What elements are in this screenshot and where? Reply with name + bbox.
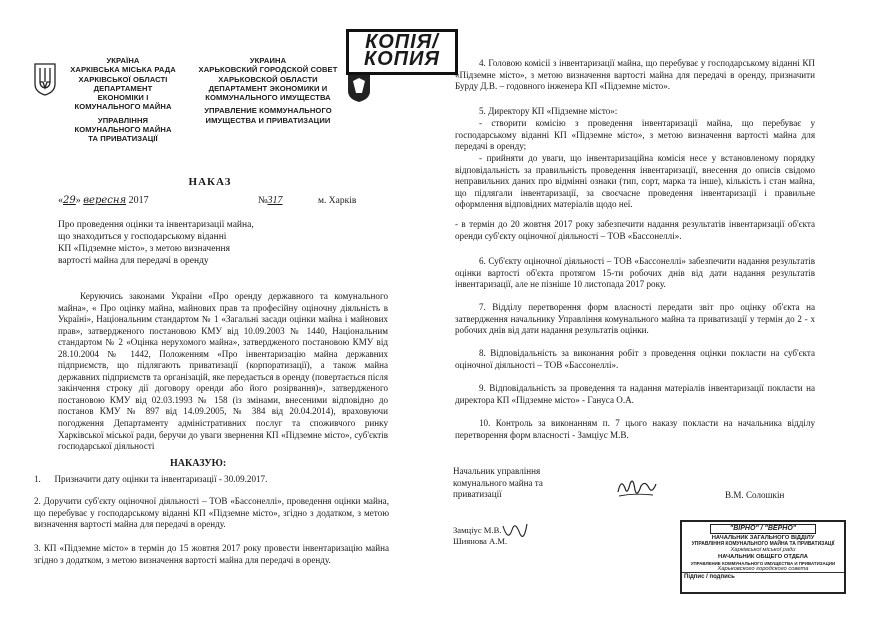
subject-line: Про проведення оцінки та інвентаризації майна, bbox=[58, 220, 254, 230]
signatory-position bbox=[453, 466, 603, 501]
header-ua bbox=[58, 56, 188, 143]
order-item-5a: - створити комісію з проведення інвентаризації майна, що перебуває у господарському віданні КП «Підземне місто», з метою визначення вартості майна для передачі в оренду; bbox=[455, 118, 815, 152]
position-line: Начальник управління bbox=[453, 466, 541, 476]
copy-stamp-line2: КОПИЯ bbox=[364, 48, 440, 70]
header-ua-line: ЕКОНОМІКИ І bbox=[97, 93, 149, 102]
header-ru-line: ИМУЩЕСТВА И ПРИВАТИЗАЦИИ bbox=[205, 115, 331, 125]
date-month: вересня bbox=[83, 195, 127, 206]
header-ru-line: ДЕПАРТАМЕНТ ЭКОНОМИКИ И bbox=[208, 83, 328, 93]
approval-scribble bbox=[500, 516, 530, 544]
date-close-quote: » bbox=[75, 195, 81, 206]
certify-line: УПРАВЛІННЯ КОМУНАЛЬНОГО МАЙНА ТА ПРИВАТИЗАЦІЇ bbox=[691, 540, 835, 547]
order-title: НАКАЗ bbox=[188, 176, 232, 188]
order-item-1: 1. Призначити дату оцінки та інвентаризації - 30.09.2017. bbox=[34, 474, 268, 484]
signatory-name: В.М. Солошкін bbox=[725, 490, 785, 500]
nakazuyu-heading: НАКАЗУЮ: bbox=[170, 458, 227, 469]
city-emblem-icon bbox=[346, 73, 372, 103]
coat-of-arms-icon bbox=[33, 62, 57, 96]
subject-line: вартості майна для передачі в оренду bbox=[58, 256, 209, 267]
certify-line: НАЧАЛЬНИК ОБЩЕГО ОТДЕЛА bbox=[718, 554, 808, 561]
date-open-quote: « bbox=[58, 195, 63, 206]
subject-line: КП «Підземне місто», з метою визначення bbox=[58, 244, 230, 255]
certify-stamp bbox=[680, 520, 846, 594]
number-prefix: № bbox=[258, 195, 268, 206]
order-item-7: 7. Відділу перетворення форм власності передати звіт про оцінку об'єкта на затвердження начальнику Управління комунального майна та приватизації у термін до 2 - х робочих днів від дати надання результатів оцінки. bbox=[455, 302, 815, 336]
header-ru-line: ХАРЬКОВСКИЙ ГОРОДСКОЙ СОВЕТ bbox=[198, 65, 338, 75]
order-item-10: 10. Контроль за виконанням п. 7 цього наказу покласти на начальника відділу перетворення форм власності - Замціус М.В. bbox=[455, 418, 815, 440]
order-item-5b: - прийняти до уваги, що інвентаризаційна комісія несе у встановленому порядку відповідальність за правильність проведення інвентаризації, внесення до описів свідомо неправильних даних про відмінні ознаки (тип, сорт, марка та інше), кількість і стан майна, що підлягали інвентаризації, за своєчасне проведення інвентаризації і правильне оформлення відповідних матеріалів щодо неї. bbox=[455, 153, 815, 210]
header-ua-line: ХАРКІВСЬКА МІСЬКА РАДА bbox=[70, 65, 176, 75]
order-item-9: 9. Відповідальність за проведення та надання матеріалів інвентаризації покласти на директора КП «Підземне місто» - Гануса О.А. bbox=[455, 383, 815, 405]
header-ru-line: УПРАВЛЕНИЕ КОММУНАЛЬНОГО bbox=[204, 106, 332, 116]
position-line: приватизації bbox=[453, 489, 502, 500]
certify-line: Харківської міської ради bbox=[730, 547, 796, 554]
order-item-5-head: 5. Директору КП «Підземне місто»: bbox=[479, 106, 618, 116]
header-ua-line: УПРАВЛІННЯ bbox=[97, 115, 149, 125]
certify-sign-label: Підпис / подпись bbox=[684, 574, 735, 581]
position-line: комунального майна та bbox=[453, 477, 543, 488]
copy-stamp bbox=[346, 29, 458, 75]
order-item-2: 2. Доручити суб'єкту оціночної діяльності – ТОВ «Бассонеллі», проведення оцінки майна, що перебуває у господарському віданні КП «Підземне місто», згідно з додатком, з метою визначення вартості майна для передачі в оренду. bbox=[34, 496, 389, 530]
header-ru-line: ХАРЬКОВСКОЙ ОБЛАСТИ bbox=[218, 74, 318, 84]
header-ru-line: УКРАИНА bbox=[249, 56, 287, 65]
number-value: 317 bbox=[267, 195, 283, 206]
date-year: 2017 bbox=[128, 195, 149, 206]
executor-line: Шиянова А.М. bbox=[453, 536, 508, 547]
copy-stamp-line1: КОПІЯ/ bbox=[365, 31, 439, 53]
header-ua-line: КОМУНАЛЬНОГО МАЙНА bbox=[74, 124, 172, 134]
order-item-4: 4. Головою комісії з інвентаризації майна, що перебуває у господарському віданні КП «Підземне місто», з метою визначення вартості майна для передачі в оренду, призначити Бурду Д.В. – годовного інженера КП «Підземне місто». bbox=[455, 58, 815, 92]
handwritten-signature bbox=[615, 474, 659, 500]
order-item-8: 8. Відповідальність за виконання робіт з проведення оцінки покласти на суб'єкта оціночної діяльності – ТОВ «Бассонеллі». bbox=[455, 348, 815, 370]
order-city: м. Харків bbox=[318, 196, 357, 206]
certify-line: НАЧАЛЬНИК ЗАГАЛЬНОГО ВІДДІЛУ bbox=[711, 535, 815, 542]
header-ru-line: КОММУНАЛЬНОГО ИМУЩЕСТВА bbox=[205, 93, 331, 102]
header-ua-line: ТА ПРИВАТИЗАЦІЇ bbox=[88, 134, 158, 143]
order-number bbox=[258, 195, 298, 207]
date-day: 29 bbox=[63, 195, 76, 206]
order-item-6: 6. Суб'єкту оціночної діяльності – ТОВ «Бассонеллі» забезпечити надання результатів оцінки вартості об'єкта протягом 15-ти робочих днів від дати надання результатів інвентаризації, але не пізніше 10 листопада 2017 року. bbox=[455, 256, 815, 290]
certify-line: УПРАВЛЕНИЕ КОММУНАЛЬНОГО ИМУЩЕСТВА И ПРИВАТИЗАЦИИ bbox=[690, 560, 836, 566]
preamble: Керуючись законами України «Про оренду державного та комунального майна», « Про оцінку майна, майнових прав та професійну оціночну діяльність в Україні», Національним стандартом № 1 «Загальні засади оцінки майна і майнових прав», затвердженого постановою КМУ від 10.09.2003 № 1440, Національним стандартом № 2 «Оцінка нерухомого майна», затвердженого постановою КМУ від 28.10.2004 № 1442, Положенням «Про інвентаризацію майна державних підприємств, що підлягають приватизації (корпоратизації), а також майна державних підприємств та організацій, яке передається в оренду (повертається після закінчення строку дії договору оренди або його розірвання)», затвердженого постановою КМУ від 02.03.1993 № 158 (із змінами, внесеними відповідно до постанов КМУ № 897 від 14.09.2005, № 384 від 20.04.2014), враховуючи погодження Департаменту адміністративних послуг та споживчого ринку Харківської міської ради, беручи до уваги звернення КП «Підземне місто», суб'єктів господарської діяльності bbox=[58, 291, 388, 452]
executor-line: Замціус М.В. bbox=[453, 525, 502, 535]
certify-sign-row bbox=[682, 572, 844, 582]
certify-stamp-head: "ВІРНО" / "ВЕРНО" bbox=[710, 524, 816, 534]
order-date bbox=[58, 195, 178, 207]
header-ua-line: ХАРКІВСЬКОЇ ОБЛАСТІ bbox=[78, 74, 168, 84]
order-item-3: 3. КП «Підземне місто» в термін до 15 жовтня 2017 року провести інвентаризацію майна згідно з додатком, з метою визначення вартості майна для передачі в оренду. bbox=[34, 543, 389, 565]
header-ua-line: КОМУНАЛЬНОГО МАЙНА bbox=[74, 102, 172, 112]
order-subject bbox=[58, 219, 258, 268]
order-item-5c: - в термін до 20 жовтня 2017 року забезпечити надання результатів інвентаризації об'єкта оренди суб'єкту оціночної діяльності – ТОВ «Бассонеллі». bbox=[455, 219, 815, 241]
header-ua-line: ДЕПАРТАМЕНТ bbox=[93, 83, 153, 93]
certify-line: Харьковского городского совета bbox=[717, 565, 809, 572]
subject-line: що знаходиться у господарському віданні bbox=[58, 232, 227, 243]
header-ru bbox=[193, 56, 343, 125]
header-ua-line: УКРАЇНА bbox=[106, 56, 140, 65]
